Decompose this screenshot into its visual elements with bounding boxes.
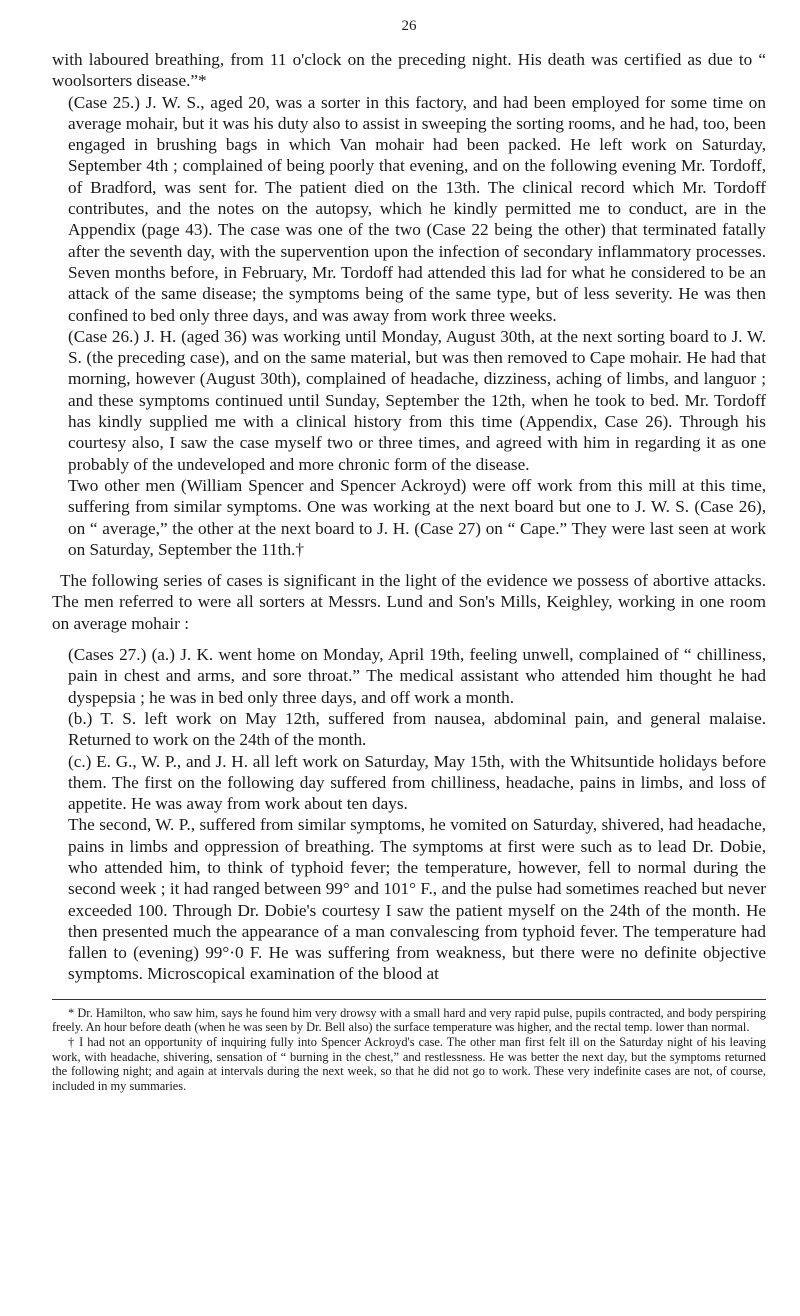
- footnote-divider: [52, 999, 766, 1000]
- paragraph-case-27c: (c.) E. G., W. P., and J. H. all left work on Saturday, May 15th, with the Whitsuntide holidays before them. The first on the following day suffered from chilliness, headache, pains in limbs, and loss of appetite. He was away from work about ten days.: [68, 751, 766, 814]
- paragraph-case-27a: (Cases 27.) (a.) J. K. went home on Monday, April 19th, feeling unwell, complained of “ chilliness, pain in chest and arms, and sore throat.” The medical assistant who attended him thought he had dyspepsia ; he was in bed only three days, and off work a month.: [68, 645, 766, 707]
- paragraph-series-intro: The following series of cases is significant in the light of the evidence we possess of abortive attacks. The men referred to were all sorters at Messrs. Lund and Son's Mills, Keighley, working in one room on average mohair :: [52, 571, 766, 633]
- paragraph-other-men: Two other men (William Spencer and Spencer Ackroyd) were off work from this mill at this time, suffering from similar symptoms. One was working at the next board but one to J. W. S. (Case 26), on “ average,” the other at the next board to J. H. (Case 27) on “ Cape.” They were last seen at work on Saturday, September the 11th.†: [68, 475, 766, 559]
- paragraph-case-27c-second: The second, W. P., suffered from similar symptoms, he vomited on Saturday, shivered, had headache, pains in limbs and oppression of breathing. The symptoms at first were such as to lead Dr. Dobie, who attended him, to think of typhoid fever; the temperature, however, fell to normal during the second week ; it had ranged between 99° and 101° F., and the pulse had sometimes reached but never exceeded 100. Through Dr. Dobie's courtesy I saw the patient myself on the 24th of the month. He then presented much the appearance of a man convalescing from typhoid fever. The temperature had fallen to (evening) 99°·0 F. He was suffering from weakness, but there were no definite objective symptoms. Microscopical examination of the blood at: [68, 815, 766, 984]
- cases-27-block: [52, 644, 766, 985]
- footnotes: [52, 1006, 766, 1094]
- footnote-dagger: † I had not an opportunity of inquiring fully into Spencer Ackroyd's case. The other man first felt ill on the Saturday night of his leaving work, with headache, shivering, sensation of “ burning in the chest,” and restlessness. He was better the next day, but the symptoms returned the following night; and again at intervals during the next week, so that he did not go to work. These very indefinite cases are not, of course, included in my summaries.: [52, 1034, 766, 1093]
- case-block: [52, 92, 766, 561]
- paragraph-continuation: with laboured breathing, from 11 o'clock on the preceding night. His death was certified as due to “ woolsorters disease.”*: [52, 50, 766, 91]
- paragraph-case-27b: (b.) T. S. left work on May 12th, suffered from nausea, abdominal pain, and general malaise. Returned to work on the 24th of the month.: [68, 708, 766, 750]
- paragraph-case-26: (Case 26.) J. H. (aged 36) was working until Monday, August 30th, at the next sorting board to J. W. S. (the preceding case), and on the same material, but was then removed to Cape mohair. He had that morning, however (August 30th), complained of headache, dizziness, aching of limbs, and languor ; and these symptoms continued until Sunday, September the 12th, when he took to bed. Mr. Tordoff has kindly supplied me with a clinical history from this time (Appendix, Case 26). Through his courtesy also, I saw the case myself two or three times, and agreed with him in regarding it as one probably of the undeveloped and more chronic form of the disease.: [68, 326, 766, 474]
- paragraph-case-25: (Case 25.) J. W. S., aged 20, was a sorter in this factory, and had been employed for some time on average mohair, but it was his duty also to assist in sweeping the sorting rooms, and he had, too, been engaged in brushing bags in which Van mohair had been packed. He left work on Saturday, September 4th ; complained of being poorly that evening, and on the following evening Mr. Tordoff, of Bradford, was sent for. The patient died on the 13th. The clinical record which Mr. Tordoff contributes, and the notes on the autopsy, which he kindly permitted me to conduct, are in the Appendix (page 43). The case was one of the two (Case 22 being the other) that terminated fatally after the seventh day, with the supervention upon the infection of secondary inflammatory processes. Seven months before, in February, Mr. Tordoff had attended this lad for what he considered to be an attack of the same disease; the symptoms being of the same type, but of less severity. He was then confined to bed only three days, and was away from work three weeks.: [68, 92, 766, 325]
- main-text: [52, 49, 766, 985]
- footnote-asterisk: * Dr. Hamilton, who saw him, says he found him very drowsy with a small hard and very rapid pulse, pupils contracted, and body perspiring freely. An hour before death (when he was seen by Dr. Bell also) the surface temperature was higher, and the rectal temp. lower than normal.: [52, 1005, 766, 1035]
- page-number: 26: [401, 18, 417, 34]
